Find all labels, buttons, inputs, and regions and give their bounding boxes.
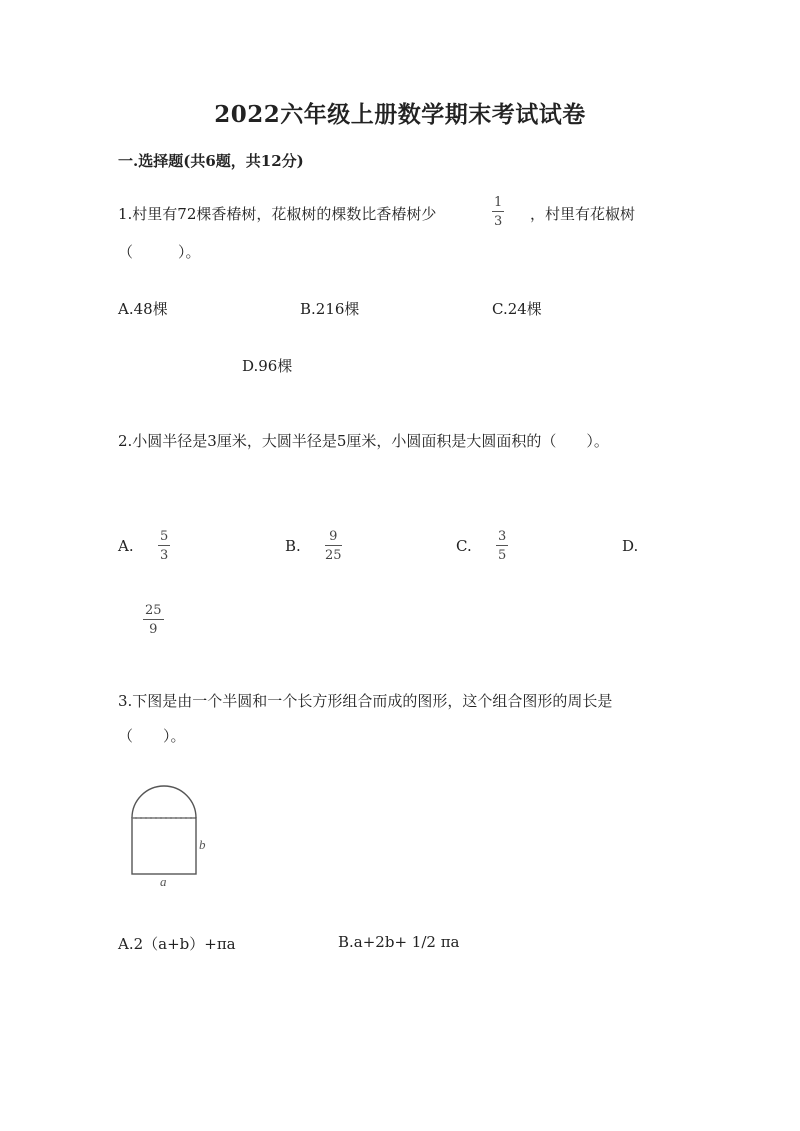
q2-option-d-denominator: 9	[149, 622, 158, 637]
q2-option-a-denominator: 3	[160, 548, 169, 563]
section-heading: 一.选择题(共6题，共12分)	[118, 152, 304, 170]
q3-option-a[interactable]: A.2（a+b）+πa	[118, 935, 236, 953]
q2-option-b-numerator: 9	[329, 529, 338, 544]
q1-option-c[interactable]: C.24棵	[492, 300, 542, 318]
q2-option-c-fraction[interactable]	[496, 530, 508, 562]
q1-fraction-denominator: 3	[494, 214, 503, 229]
q1-option-d[interactable]: D.96棵	[242, 357, 293, 375]
q2-option-a-numerator: 5	[160, 529, 169, 544]
label-a: a	[160, 874, 167, 889]
q1-option-b[interactable]: B.216棵	[300, 300, 360, 318]
q2-option-b-denominator: 25	[325, 548, 342, 563]
q2-option-d-label[interactable]: D.	[622, 537, 639, 555]
q2-option-c-numerator: 3	[498, 529, 507, 544]
rectangle-outline	[132, 818, 196, 874]
q2-option-a-label[interactable]: A.	[118, 537, 134, 555]
q2-text: 2.小圆半径是3厘米，大圆半径是5厘米，小圆面积是大圆面积的（ ）。	[118, 432, 609, 450]
q3-answer-blank: （ ）。	[118, 727, 186, 745]
q1-fraction-numerator: 1	[494, 195, 503, 210]
q1-answer-blank: （ ）。	[118, 243, 201, 261]
label-b: b	[199, 837, 206, 852]
q1-text-before: 1.村里有72棵香椿树，花椒树的棵数比香椿树少	[118, 205, 437, 223]
page-title: 2022六年级上册数学期末考试试卷	[214, 101, 586, 128]
q2-option-c-denominator: 5	[498, 548, 507, 563]
semicircle-rectangle-figure	[118, 775, 218, 890]
q1-option-a[interactable]: A.48棵	[118, 300, 168, 318]
q3-figure	[118, 775, 218, 890]
q2-option-c-label[interactable]: C.	[456, 537, 472, 555]
q3-text: 3.下图是由一个半圆和一个长方形组合而成的图形，这个组合图形的周长是	[118, 692, 613, 710]
q2-option-d-fraction[interactable]	[143, 604, 164, 636]
q2-option-b-fraction[interactable]	[325, 530, 342, 562]
semicircle-arc	[132, 786, 196, 818]
q2-option-a-fraction[interactable]	[158, 530, 170, 562]
q1-text-after: ，村里有花椒树	[530, 205, 636, 223]
q2-option-d-numerator: 25	[145, 603, 162, 618]
q3-option-b[interactable]: B.a+2b+ 1/2 πa	[338, 933, 460, 951]
q2-option-b-label[interactable]: B.	[285, 537, 301, 555]
q1-fraction	[492, 196, 504, 228]
